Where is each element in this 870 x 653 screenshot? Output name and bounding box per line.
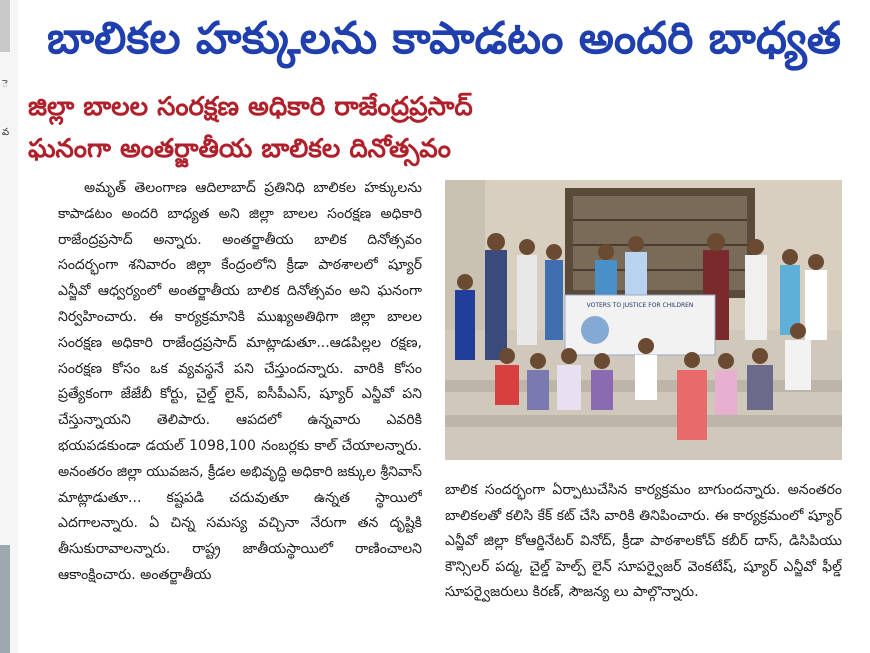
subheadline-event: ఘనంగా అంతర్జాతీయ బాలికల దినోత్సవం bbox=[28, 134, 451, 164]
photo-step bbox=[445, 415, 842, 427]
article-paragraph: బాలిక సందర్భంగా ఏర్పాటుచేసిన కార్యక్రమం బాగుందన్నారు. అనంతరం బాలికలతో కలిసి కేక్ కట్ చేసి వారికి తినిపించారు. ఈ కార్యక్రమంలో ష్యూర్ ఎన్జీవో జిల్లా కోఆర్డినేటర్ వినోద్, క్రీడా పాఠశాలకోచ్ కబీర్ దాస్, డిసిపియు కౌన్సిలర్ పద్మ, చైల్డ్ హెల్ప్ లైన్ సూపర్వైజర్ వెంకటేష్, ష్యూర్ ఎన్జీవో ఫీల్డ్ సూపర్వైజరులు కిరణ్, సౌజన్య లు పాల్గొన్నారు. bbox=[445, 482, 842, 601]
group-photo-illustration bbox=[445, 180, 842, 460]
article-body-left-column bbox=[58, 176, 422, 642]
adjacent-page-edge bbox=[0, 0, 18, 653]
article-paragraph: అమృత్ తెలంగాణ ఆదిలాబాద్ ప్రతినిధి బాలికల హక్కులను కాపాడటం అందరి బాధ్యత అని జిల్లా బాలల సంరక్షణ అధికారి రాజేంద్రప్రసాద్ అన్నారు. అంతర్జాతీయ బాలిక దినోత్సవం సందర్భంగా శనివారం జిల్లా కేంద్రంలోని క్రీడా పాఠశాలలో ష్యూర్ ఎన్జీవో ఆధ్వర్యంలో అంతర్జాతీయ బాలిక దినోత్సవం అని ఘనంగా నిర్వహించారు. ఈ కార్యక్రమానికి ముఖ్యఅతిథిగా జిల్లా బాలల సంరక్షణ అధికారి రాజేంద్రప్రసాద్ మాట్లాడుతూ...ఆడపిల్లల రక్షణ, సంరక్షణ కోసం ఒక వ్యవస్థనే పని చేస్తుందన్నారు. వారికి కోసం ప్రత్యేకంగా జేజేబీ కోర్టు, చైల్డ్ లైన్, ఐసీపీఎస్, ష్యూర్ ఎన్జీవో పని చేస్తున్నాయని తెలిపారు. ఆపదలో ఉన్నవారు ఎవరికి భయపడకుండా డయల్ 1098,100 నంబర్లకు కాల్ చేయాలన్నారు. అనంతరం జిల్లా యువజన, క్రీడల అభివృద్ధి అధికారి జక్కుల శ్రీనివాస్ మాట్లాడుతూ... కష్టపడి చదువుతూ ఉన్నత స్థాయిలో ఎదగాలన్నారు. ఏ చిన్న సమస్య వచ్చినా నేరుగా తన దృష్టికి తీసుకురావాలన్నారు. రాష్ట్ర జాతీయస్థాయిలో రాణించాలని ఆకాంక్షించారు. అంతర్జాతీయ bbox=[58, 180, 422, 583]
adjacent-photo-fragment bbox=[0, 545, 10, 653]
adjacent-text-fragment: ె bbox=[2, 79, 8, 90]
adjacent-text-fragment: వ bbox=[2, 127, 10, 138]
adjacent-photo-fragment bbox=[0, 0, 10, 52]
article-body-right-column bbox=[445, 478, 842, 644]
subheadline-officer: జిల్లా బాలల సంరక్షణ అధికారి రాజేంద్రప్రసాద్ bbox=[28, 92, 473, 122]
banner-text: VOTERS TO JUSTICE FOR CHILDREN bbox=[586, 302, 694, 309]
banner-logo bbox=[581, 316, 609, 344]
headline: బాలికల హక్కులను కాపాడటం అందరి బాధ్యత bbox=[46, 13, 841, 64]
news-photo bbox=[445, 180, 842, 460]
